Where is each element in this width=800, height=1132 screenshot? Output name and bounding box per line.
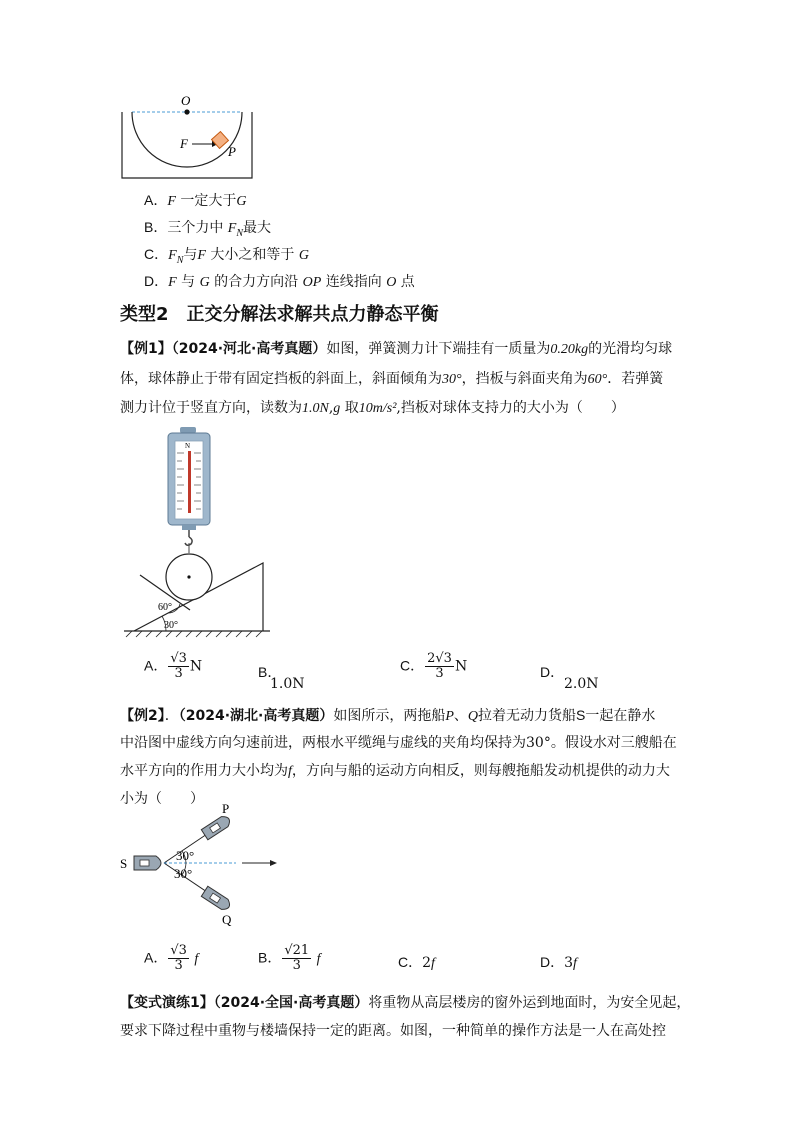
- label-boat-q: Q: [222, 912, 232, 927]
- section-heading: 类型2 正交分解法求解共点力静态平衡: [120, 304, 439, 325]
- ex2-line-2: 中沿图中虚线方向匀速前进，两根水平缆绳与虚线的夹角均保持为30°。假设水对三艘船在: [120, 735, 677, 751]
- ex1-option-b: B．: [258, 664, 282, 680]
- angle-30-label: 30°: [164, 620, 178, 631]
- ex2-option-c: C．2f: [398, 954, 435, 971]
- label-boat-s: S: [120, 856, 128, 871]
- angle-top-label: 30°: [176, 848, 195, 863]
- ex2-option-b: B． $\frac{√21}{3}$ f: [258, 943, 321, 973]
- ex1-line-2: 体，球体静止于带有固定挡板的斜面上，斜面倾角为30°，挡板与斜面夹角为60°．若弹簧: [120, 371, 664, 387]
- ex1-option-b-value: 1.0N: [270, 676, 305, 692]
- q0-option-c: C．$F_N$与F 大小之和等于 G: [144, 246, 309, 266]
- q0-option-b: B．三个力中 $F_N$最大: [144, 219, 272, 239]
- label-boat-p: P: [222, 801, 230, 816]
- ex2-line-1: 【例2】．（2024·湖北·高考真题）如图所示，两拖船P、Q拉着无动力货船S一起在静水: [120, 707, 656, 724]
- scale-unit-label: N: [185, 442, 191, 450]
- label-p: P: [228, 144, 236, 159]
- ex1-option-c: C． $\frac{2√3}{3}$ N: [400, 651, 468, 681]
- q0-option-a: A．F 一定大于G: [144, 192, 247, 209]
- ex2-option-a: A． $\frac{√3}{3}$ f: [144, 943, 199, 973]
- ex3-line-1: 【变式演练1】（2024·全国·高考真题）将重物从高层楼房的窗外运到地面时，为安全见起，: [120, 995, 691, 1011]
- q0-option-d: D．F 与 G 的合力方向沿 OP 连线指向 O 点: [144, 273, 415, 290]
- ex1-line-1: 【例1】（2024·河北·高考真题）如图，弹簧测力计下端挂有一质量为0.20kg的光滑均匀球: [120, 341, 673, 357]
- ex2-line-3: 水平方向的作用力大小均为f，方向与船的运动方向相反，则每艘拖船发动机提供的动力大: [120, 763, 670, 779]
- ex1-option-a: A． $\frac{√3}{3}$ N: [144, 651, 203, 681]
- bowl-figure: [118, 92, 258, 182]
- angle-60-label: 60°: [158, 602, 172, 613]
- label-o: O: [181, 93, 191, 108]
- ex1-option-d: D．: [540, 664, 565, 680]
- label-f: F: [180, 136, 188, 151]
- ex1-option-d-value: 2.0N: [564, 676, 599, 692]
- tugboat-figure: [118, 800, 288, 930]
- angle-bottom-label: 30°: [174, 866, 193, 881]
- ex1-line-3: 测力计位于竖直方向，读数为1.0N,g 取10m/s²,挡板对球体支持力的大小为（ ）: [120, 400, 625, 416]
- ex2-option-d: D．3f: [540, 954, 577, 971]
- ex3-line-2: 要求下降过程中重物与楼墙保持一定的距离。如图，一种简单的操作方法是一人在高处控: [120, 1023, 666, 1039]
- spring-scale-figure: [120, 425, 280, 640]
- ex2-line-4: 小为（ ）: [120, 791, 204, 807]
